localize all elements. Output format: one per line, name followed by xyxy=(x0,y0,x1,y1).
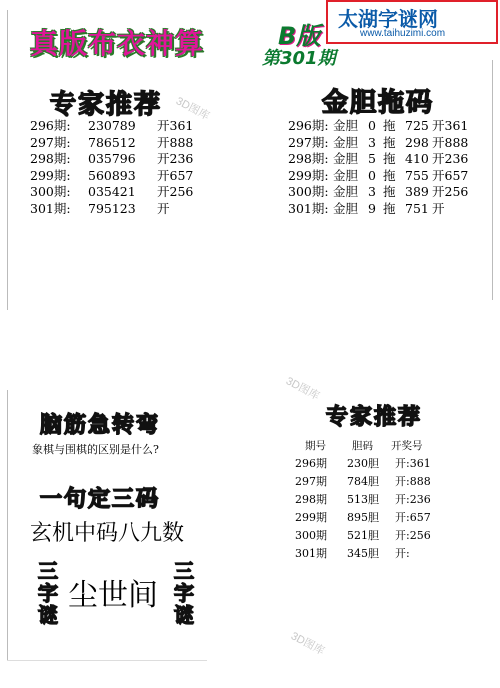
riddle-side-char: 字 xyxy=(174,581,194,605)
period-cell: 299期: xyxy=(288,167,329,183)
result-cell: 开888 xyxy=(157,134,194,150)
drag-label: 拖 xyxy=(383,200,396,216)
gold-cell: 5 xyxy=(368,151,376,167)
table-row xyxy=(288,201,488,218)
numbers-cell: 786512 xyxy=(88,134,136,150)
numbers-cell: 795123 xyxy=(88,200,136,216)
table-row xyxy=(30,118,230,135)
table-row xyxy=(30,135,230,152)
table-row xyxy=(30,151,230,168)
numbers-cell: 035421 xyxy=(88,184,136,200)
numbers-cell: 230789 xyxy=(88,118,136,133)
gold-label: 金胆 xyxy=(333,134,359,150)
gold-cell: 9 xyxy=(368,200,376,216)
period-cell: 300期: xyxy=(30,184,71,200)
drag-cell: 725 xyxy=(405,118,429,133)
watermark-1: 3D图库 xyxy=(173,95,212,123)
drag-cell: 755 xyxy=(405,167,429,183)
drag-label: 拖 xyxy=(383,167,396,183)
site-logo-url: www.taihuzimi.com xyxy=(360,28,446,39)
bold-cell: 345胆 xyxy=(347,547,379,560)
riddle-side-label-right xyxy=(172,560,196,626)
bold-cell: 784胆 xyxy=(347,475,379,488)
period-cell: 297期: xyxy=(30,134,71,150)
result-cell: 开657 xyxy=(157,167,194,183)
header-cell: 期号 xyxy=(305,440,326,452)
table-row xyxy=(288,151,488,168)
period-cell: 299期 xyxy=(295,511,327,524)
gold-drag-heading: 金胆拖码 xyxy=(322,88,435,118)
right-border-line xyxy=(492,60,493,300)
issue-number: 第301期 xyxy=(262,48,336,69)
table-row xyxy=(30,201,230,218)
gold-label: 金胆 xyxy=(333,118,359,133)
period-cell: 296期: xyxy=(288,118,329,133)
header-cell: 胆码 xyxy=(352,440,373,452)
riddle-answer: 尘世间 xyxy=(68,578,158,613)
numbers-cell: 035796 xyxy=(88,151,136,167)
brain-teaser-question: 象棋与围棋的区别是什么? xyxy=(32,443,159,456)
gold-label: 金胆 xyxy=(333,151,359,167)
bold-cell: 513胆 xyxy=(347,493,379,506)
period-cell: 297期 xyxy=(295,475,327,488)
bottom-border-line xyxy=(7,660,207,661)
one-sentence-heading: 一句定三码 xyxy=(40,487,161,512)
expert-recommend-heading: 专家推荐 xyxy=(50,90,163,120)
table-row xyxy=(288,118,488,135)
result-cell: 开256 xyxy=(432,184,469,200)
one-sentence-text: 玄机中码八九数 xyxy=(30,521,185,546)
bold-cell: 521胆 xyxy=(347,529,379,542)
riddle-side-char: 字 xyxy=(38,581,58,605)
gold-label: 金胆 xyxy=(333,184,359,200)
drag-label: 拖 xyxy=(383,184,396,200)
expert-recommend-heading-2: 专家推荐 xyxy=(326,405,423,430)
result-cell: 开236 xyxy=(157,151,194,167)
table-row xyxy=(30,184,230,201)
riddle-side-char: 谜 xyxy=(38,603,58,627)
bold-cell: 895胆 xyxy=(347,511,379,524)
riddle-side-char: 谜 xyxy=(174,603,194,627)
result-cell: 开657 xyxy=(432,167,469,183)
result-cell: 开236 xyxy=(432,151,469,167)
watermark-2: 3D图库 xyxy=(283,375,322,403)
result-cell: 开:888 xyxy=(395,475,431,488)
period-cell: 301期: xyxy=(288,200,329,216)
gold-label: 金胆 xyxy=(333,167,359,183)
period-cell: 298期: xyxy=(288,151,329,167)
watermark-3: 3D图库 xyxy=(288,630,327,658)
period-cell: 297期: xyxy=(288,134,329,150)
result-cell: 开: xyxy=(395,547,410,560)
riddle-side-char: 三 xyxy=(38,559,58,583)
result-cell: 开:256 xyxy=(395,529,431,542)
result-cell: 开:361 xyxy=(395,457,431,470)
result-cell: 开:236 xyxy=(395,493,431,506)
period-cell: 296期: xyxy=(30,118,71,133)
period-cell: 301期: xyxy=(30,200,71,216)
drag-cell: 751 xyxy=(405,200,429,216)
expert-recommend-table xyxy=(30,118,230,218)
period-cell: 300期: xyxy=(288,184,329,200)
bold-cell: 230胆 xyxy=(347,457,379,470)
result-cell: 开361 xyxy=(432,118,469,133)
result-cell: 开 xyxy=(432,200,445,216)
gold-label: 金胆 xyxy=(333,200,359,216)
gold-drag-table xyxy=(288,118,488,218)
table-row xyxy=(288,168,488,185)
gold-cell: 3 xyxy=(368,134,376,150)
result-cell: 开 xyxy=(157,200,170,216)
gold-cell: 0 xyxy=(368,167,376,183)
gold-cell: 3 xyxy=(368,184,376,200)
left-border-line-lower xyxy=(7,390,8,660)
site-logo-name: 太湖字谜网 xyxy=(338,7,438,31)
edition-badge: B版 xyxy=(278,22,321,50)
header-cell: 开奖号 xyxy=(391,440,423,452)
drag-cell: 298 xyxy=(405,134,429,150)
period-cell: 298期 xyxy=(295,493,327,506)
result-cell: 开:657 xyxy=(395,511,431,524)
drag-cell: 410 xyxy=(405,151,429,167)
riddle-side-char: 三 xyxy=(174,559,194,583)
period-cell: 298期: xyxy=(30,151,71,167)
drag-label: 拖 xyxy=(383,118,396,133)
drag-label: 拖 xyxy=(383,151,396,167)
drag-cell: 389 xyxy=(405,184,429,200)
table-row xyxy=(288,135,488,152)
period-cell: 301期 xyxy=(295,547,327,560)
table-row xyxy=(288,184,488,201)
gold-cell: 0 xyxy=(368,118,376,133)
brain-teaser-heading: 脑筋急转弯 xyxy=(40,413,161,438)
result-cell: 开256 xyxy=(157,184,194,200)
drag-label: 拖 xyxy=(383,134,396,150)
riddle-side-label-left xyxy=(36,560,60,626)
result-cell: 开888 xyxy=(432,134,469,150)
table-row xyxy=(30,168,230,185)
numbers-cell: 560893 xyxy=(88,167,136,183)
left-border-line xyxy=(7,10,8,310)
result-cell: 开361 xyxy=(157,118,194,133)
period-cell: 300期 xyxy=(295,529,327,542)
page-title: 真版布衣神算 xyxy=(30,27,205,60)
period-cell: 296期 xyxy=(295,457,327,470)
period-cell: 299期: xyxy=(30,167,71,183)
